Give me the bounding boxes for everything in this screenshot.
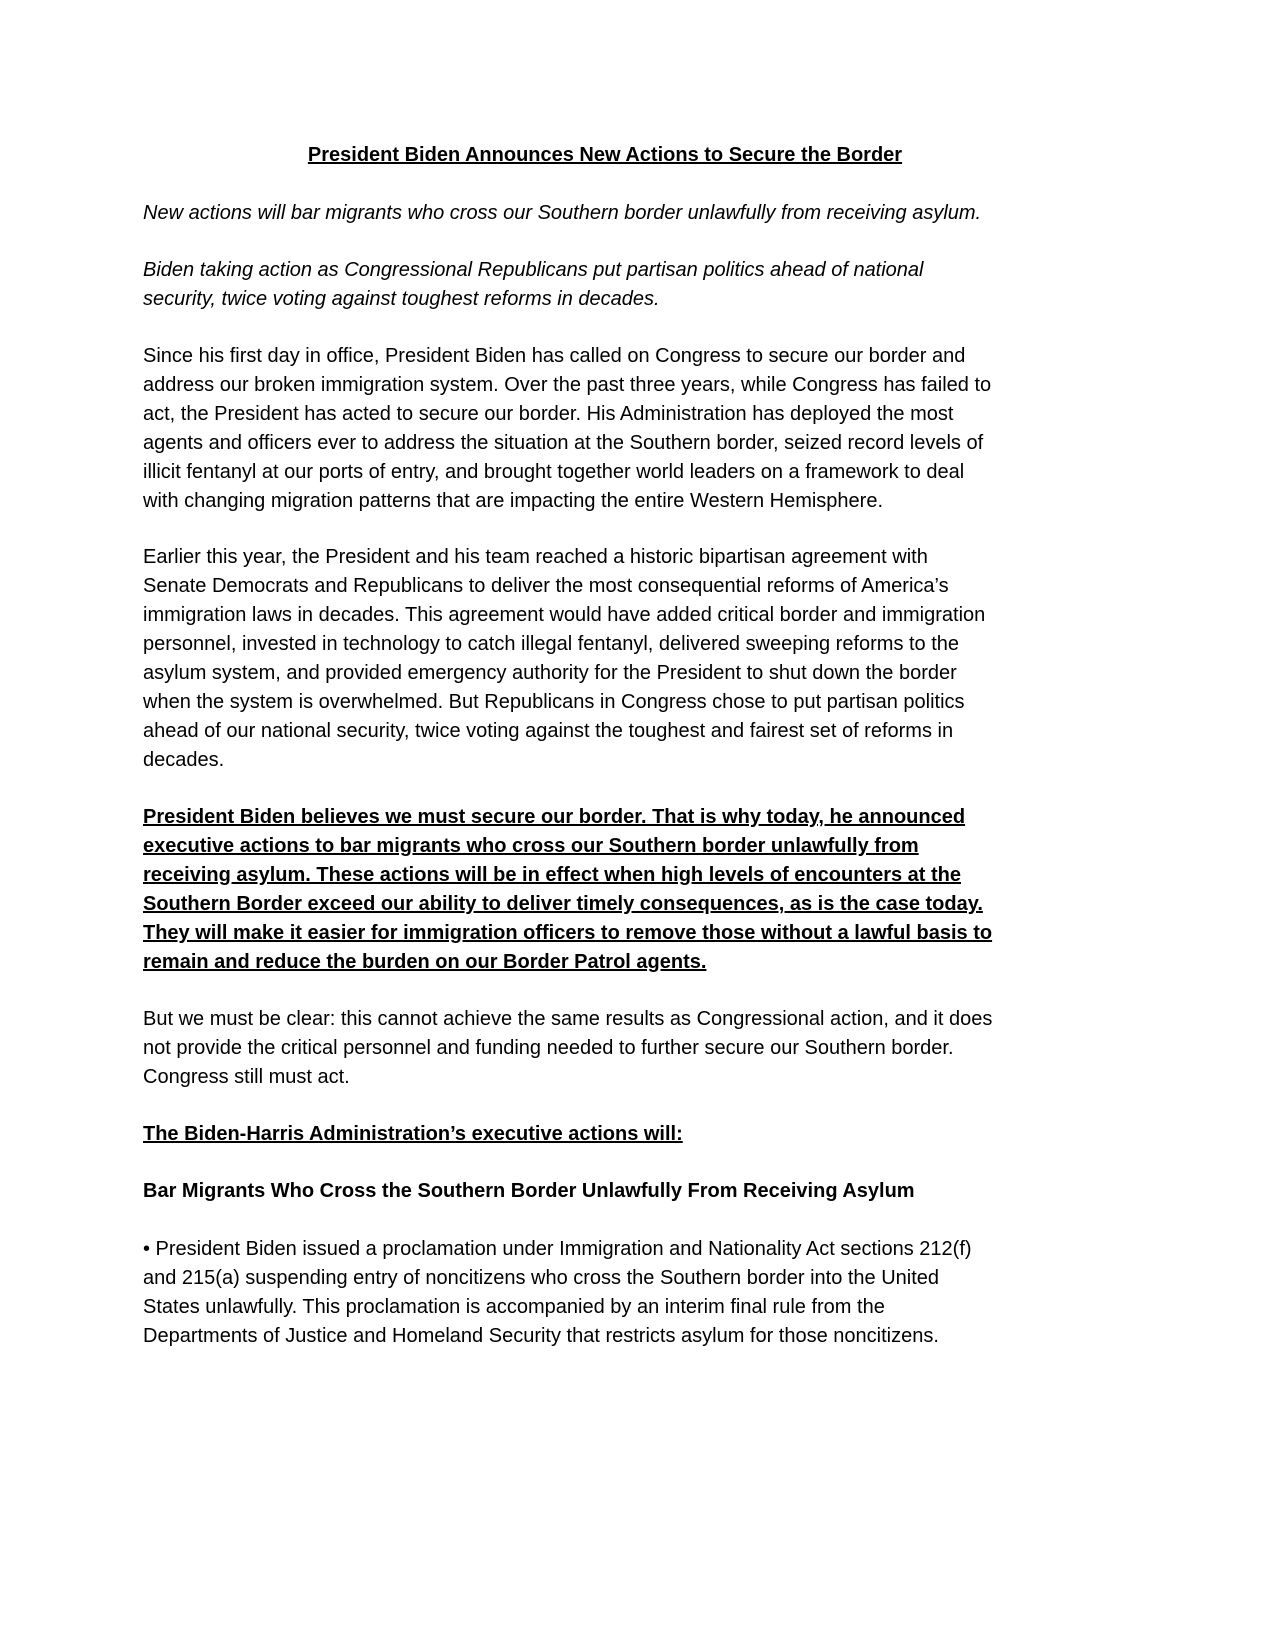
text-line: Since his first day in office, President Biden has called on Congress to secure our border and <box>143 345 966 367</box>
text-line: But we must be clear: this cannot achieve the same results as Congressional action, and it does <box>143 1008 993 1030</box>
text-line: Departments of Justice and Homeland Security that restricts asylum for those noncitizens. <box>143 1325 939 1347</box>
paragraph-2 <box>143 543 985 775</box>
text-line: receiving asylum. These actions will be in effect when high levels of encounters at the <box>143 864 961 886</box>
paragraph-3-emphasis <box>143 803 992 977</box>
text-line: executive actions to bar migrants who cross our Southern border unlawfully from <box>143 835 919 857</box>
text-line: Biden taking action as Congressional Republicans put partisan politics ahead of national <box>143 259 924 281</box>
text-line: agents and officers ever to address the situation at the Southern border, seized record levels of <box>143 432 984 454</box>
text-line: not provide the critical personnel and funding needed to further secure our Southern border. <box>143 1037 954 1059</box>
paragraph-1 <box>143 342 991 516</box>
text-line: They will make it easier for immigration officers to remove those without a lawful basis to <box>143 922 993 944</box>
subtitle-2 <box>143 256 924 314</box>
subsection-heading: Bar Migrants Who Cross the Southern Border Unlawfully From Receiving Asylum <box>143 1180 915 1202</box>
text-line: ahead of our national security, twice voting against the toughest and fairest set of reforms in <box>143 720 954 742</box>
text-line: security, twice voting against toughest reforms in decades. <box>143 288 660 310</box>
bullet-item <box>143 1235 972 1351</box>
text-line: act, the President has acted to secure our border. His Administration has deployed the most <box>143 403 954 425</box>
text-line: Congress still must act. <box>143 1066 350 1088</box>
text-line: remain and reduce the burden on our Border Patrol agents. <box>143 951 707 973</box>
text-line: Senate Democrats and Republicans to deliver the most consequential reforms of America’s <box>143 575 949 597</box>
text-line: when the system is overwhelmed. But Republicans in Congress chose to put partisan politics <box>143 691 965 713</box>
text-line: immigration laws in decades. This agreement would have added critical border and immigration <box>143 604 986 626</box>
text-line: and 215(a) suspending entry of noncitizens who cross the Southern border into the United <box>143 1267 940 1289</box>
text-line: illicit fentanyl at our ports of entry, and brought together world leaders on a framework to deal <box>143 461 965 483</box>
text-line: address our broken immigration system. Over the past three years, while Congress has failed to <box>143 374 992 396</box>
section-heading: The Biden-Harris Administration’s executive actions will: <box>143 1123 683 1145</box>
text-line: States unlawfully. This proclamation is accompanied by an interim final rule from the <box>143 1296 885 1318</box>
text-line: personnel, invested in technology to catch illegal fentanyl, delivered sweeping reforms to the <box>143 633 960 655</box>
text-line: • President Biden issued a proclamation under Immigration and Nationality Act sections 212(f) <box>143 1238 972 1260</box>
text-line: with changing migration patterns that are impacting the entire Western Hemisphere. <box>143 490 884 512</box>
text-line: Southern Border exceed our ability to deliver timely consequences, as is the case today. <box>143 893 983 915</box>
paragraph-4 <box>143 1005 992 1092</box>
text-line: President Biden believes we must secure our border. That is why today, he announced <box>143 806 966 828</box>
text-line: decades. <box>143 749 225 771</box>
text-line: asylum system, and provided emergency authority for the President to shut down the border <box>143 662 957 684</box>
subtitle-1: New actions will bar migrants who cross our Southern border unlawfully from receiving asylum. <box>143 202 982 224</box>
text-line: Earlier this year, the President and his team reached a historic bipartisan agreement with <box>143 546 928 568</box>
document-title: President Biden Announces New Actions to Secure the Border <box>307 144 903 166</box>
